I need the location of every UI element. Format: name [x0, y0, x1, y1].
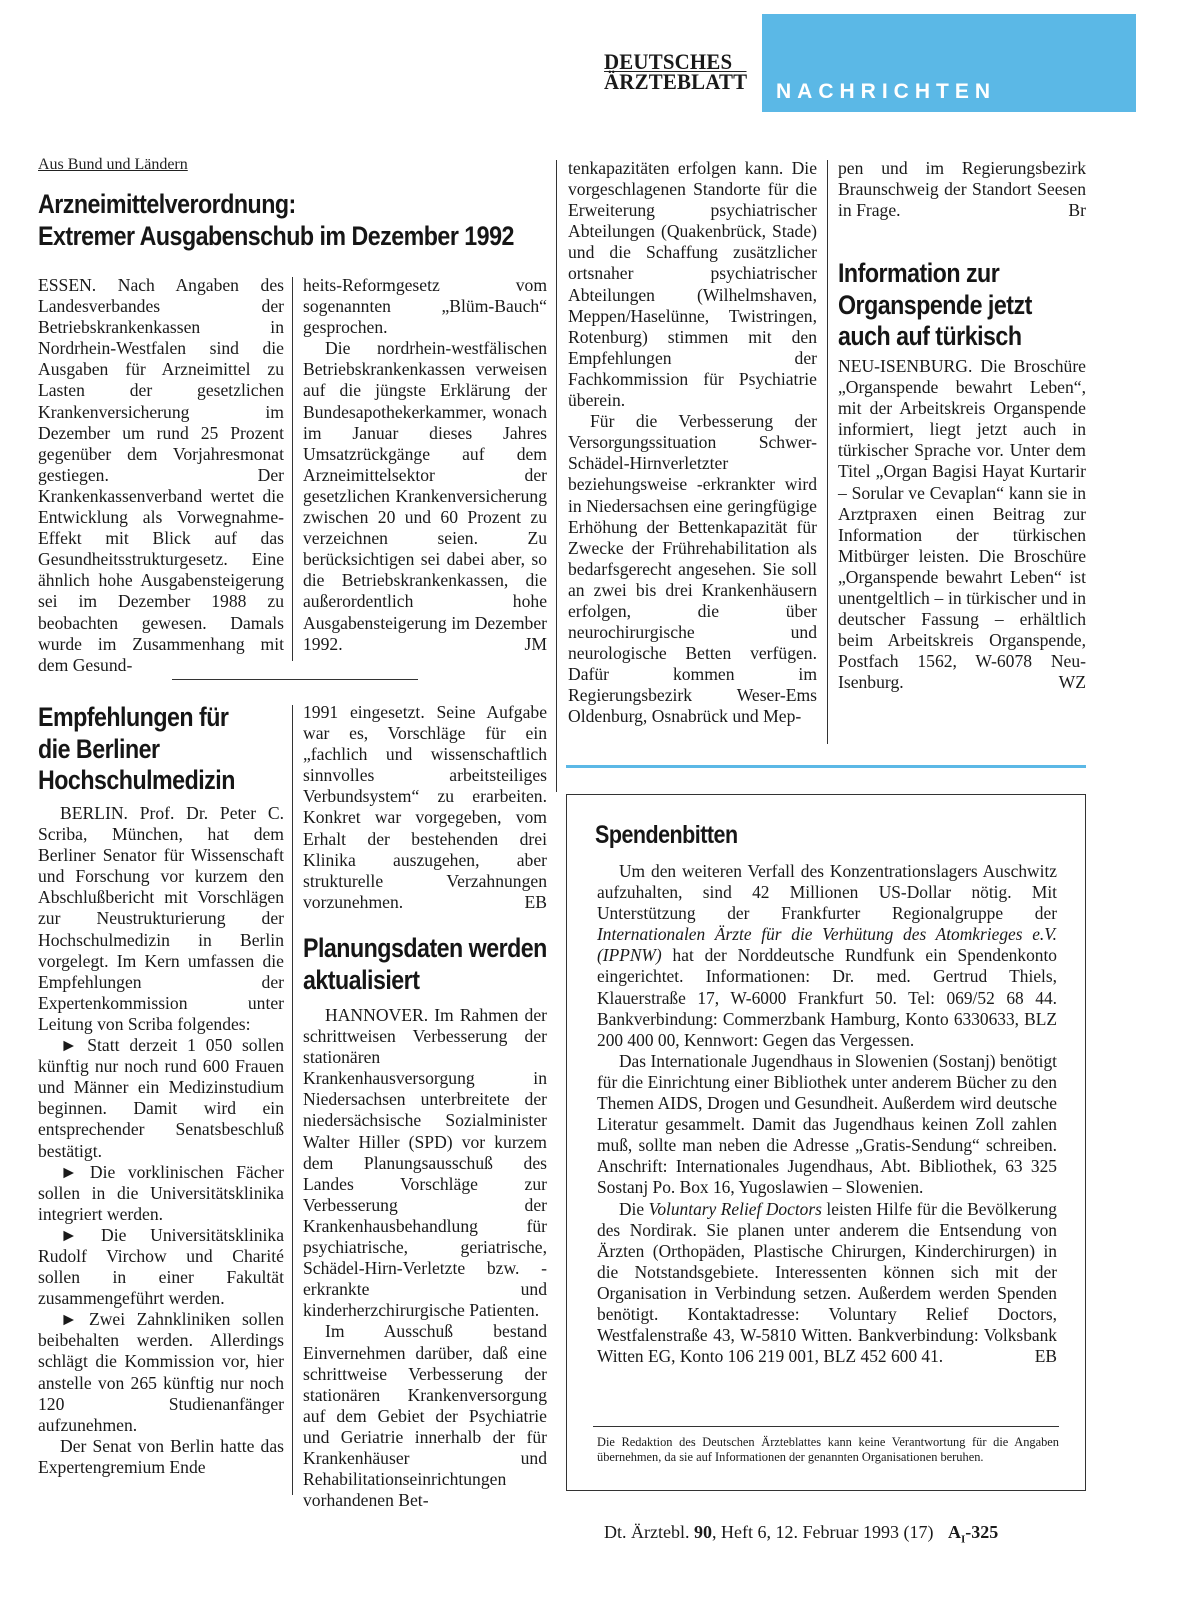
column-divider [292, 705, 293, 1495]
article-3-col2-p2: Im Ausschuß bestand Einvernehmen darüber, daß eine schrittweise Verbesserung der stationären Krankenversorgung auf dem Gebiet der Psychiatrie und Geriatrie innerhalb der für Krankenhäuser und Rehabilitationseinrichtungen vorhandenen Bet- [303, 1321, 547, 1511]
donation-box-p1-b: hat der Norddeutsche Rundfunk ein Spendenkonto eingerichtet. Informationen: Dr. med. Gertrud Thiels, Klauerstraße 17, W-6000 Frankfurt 50. Tel: 069/52 68 44. Bankverbindung: Commerzbank Hamburg, Konto 6330633, BLZ 200 400 00, Kennwort: Gegen das Vergessen. [597, 945, 1057, 1050]
donation-box-disclaimer: Die Redaktion des Deutschen Ärzteblattes kann keine Verantwortung für die Angaben übernehmen, da sie auf Informationen der genannten Organisationen beruhen. [597, 1435, 1059, 1464]
column-divider [827, 160, 828, 744]
article-3-signature: Br [1068, 200, 1086, 221]
article-2-headline: Empfehlungen für die Berliner Hochschulmedizin [38, 702, 235, 796]
donation-box-p1-a: Um den weiteren Verfall des Konzentrationslagers Auschwitz aufzuhalten, sind 42 Millionen US-Dollar nötig. Mit Unterstützung der Frankfurter Regionalgruppe der [597, 861, 1057, 924]
brand-logo [604, 49, 748, 94]
footer-page [947, 1522, 999, 1546]
footer-journal: Dt. Ärztebl. [604, 1522, 690, 1542]
article-2-col1-p6: Der Senat von Berlin hatte das Expertengremium Ende [38, 1435, 284, 1477]
donation-box-p3-italic: Voluntary Relief Doctors [648, 1198, 822, 1219]
article-1-col2-p1: heits-Reformgesetz vom sogenannten „Blüm-Bauch“ gesprochen. [303, 275, 547, 338]
article-3-headline: Planungsdaten werden aktualisiert [303, 933, 547, 995]
article-1-col1-text: ESSEN. Nach Angaben des Landesverbandes der Betriebskrankenkassen in Nordrhein-Westfalen sind die Ausgaben für Arzneimittel zu Lasten der gesetzlichen Krankenversicherung im Dezember um rund 25 Prozent gegenüber dem Vorjahresmonat gestiegen. Der Krankenkassenverband wertet die Entwicklung als Vorwegnahme-Effekt mit Blick auf das Gesundheitsstrukturgesetz. Eine ähnlich hohe Ausgabensteigerung sei im Dezember 1988 zu beobachten gewesen. Damals wurde im Zusammenhang mit dem Gesund- [38, 275, 284, 675]
article-3-column-4 [838, 158, 1086, 221]
donation-box-signature: EB [1034, 1346, 1057, 1367]
article-4-headline: Information zur Organspende jetzt auch auf türkisch [838, 258, 1032, 352]
article-1-column-1 [38, 275, 284, 676]
article-4-column-4 [838, 356, 1086, 694]
article-3-column-2 [303, 1005, 547, 1511]
article-2-signature: EB [524, 891, 547, 912]
article-1-headline: Arzneimittelverordnung: Extremer Ausgabenschub im Dezember 1992 [38, 189, 514, 251]
article-2-col1-p3: ► Die vorklinischen Fächer sollen in die Universitätsklinika integriert werden. [38, 1161, 284, 1224]
donation-box-text [597, 861, 1057, 1367]
column-divider [556, 160, 557, 792]
donation-box-title: Spendenbitten [595, 821, 738, 849]
donation-box-divider [593, 1426, 1059, 1427]
brand-line-2: ÄRZTEBLATT [604, 69, 748, 94]
donation-box-p3-b: leisten Hilfe für die Bevölkerung des Nordirak. Sie planen unter anderem die Entsendung von Ärzten (Orthopäden, Plastische Chirurgen, Kinderchirurgen) in die Notstandsgebiete. Interessenten können sich mit der Organisation in Verbindung setzen. Außerdem werden Spenden benötigt. Kontaktadresse: Voluntary Relief Doctors, Westfalenstraße 43, W-5810 Witten. Bankverbindung: Volksbank Witten EG, Konto 106 219 001, BLZ 452 600 41. [597, 1198, 1057, 1367]
article-2-col1-p2: ► Statt derzeit 1 050 sollen künftig nur noch rund 600 Frauen und Männer ein Medizinstudium beginnen. Damit wird ein entsprechender Senatsbeschluß bestätigt. [38, 1035, 284, 1161]
article-4-col4-text: NEU-ISENBURG. Die Broschüre „Organspende bewahrt Leben“, mit der Arbeitskreis Organspende informiert, liegt jetzt auch in türkischer Sprache vor. Unter dem Titel „Organ Bagisi Hayat Kurtarir – Sorular ve Cevaplan“ kann sie in Arztpraxen einen Beitrag zur Information der türkischen Mitbürger leisten. Die Broschüre „Organspende bewahrt Leben“ ist unentgeltlich – in türkischer und in deutscher Fassung – erhältlich beim Arbeitskreis Organspende, Postfach 1562, W-6078 Neu-Isenburg. [838, 356, 1086, 693]
article-2-col2-p1 [303, 702, 547, 913]
article-4-col4-p1 [838, 356, 1086, 694]
donation-box-p1 [597, 861, 1057, 1051]
article-3-column-3 [568, 158, 817, 728]
masthead [604, 49, 1144, 114]
footer-page-number: -325 [965, 1522, 999, 1542]
article-1-col2-p2-text: Die nordrhein-westfälischen Betriebskrankenkassen verweisen auf die jüngste Erklärung der Bundesapothekerkammer, wonach im Januar dieses Jahres Umsatzrückgänge auf dem Arzneimittelsektor der gesetzlichen Krankenversicherung zwischen 20 und 60 Prozent zu verzeichnen seien. Zu berücksichtigen sei dabei aber, so die Betriebskrankenkassen, die außerordentlich hohe Ausgabensteigerung im Dezember 1992. [303, 338, 547, 654]
article-3-col2-p1: HANNOVER. Im Rahmen der schrittweisen Verbesserung der stationären Krankenhausversorgung in Niedersachsen unterbreitete der niedersächsische Sozialminister Walter Hiller (SPD) vor kurzem dem Planungsausschuß des Landes Vorschläge zur Verbesserung der Krankenhausbehandlung für psychiatrische, geriatrische, Schädel-Hirn-Verletzte bzw. -erkrankte und kinderherzchirurgische Patienten. [303, 1005, 547, 1321]
donation-box-p3 [597, 1199, 1057, 1368]
article-2-col2-p1-text: 1991 eingesetzt. Seine Aufgabe war es, Vorschläge für ein „fachlich und wissenschaftlich sinnvolles arbeitsteiliges Verbundsystem“ zu erarbeiten. Konkret war vorgegeben, vom Erhalt der bestehenden drei Klinika auszugehen, aber strukturelle Verzahnungen vorzunehmen. [303, 702, 547, 912]
brand-line-1: DEUTSCHES [604, 52, 747, 72]
accent-rule [566, 765, 1086, 768]
section-tag: NACHRICHTEN [762, 14, 1136, 112]
section-kicker: Aus Bund und Ländern [38, 156, 188, 173]
donation-box-p1-italic: Internationalen Ärzte für die Verhütung des Atomkrieges e.V. (IPPNW) [597, 924, 1057, 966]
donation-box [566, 794, 1086, 1491]
article-3-col4-p1 [838, 158, 1086, 221]
article-1-signature: JM [524, 633, 547, 654]
article-1-col2-p2 [303, 338, 547, 654]
donation-box-p3-a: Die [619, 1198, 649, 1219]
footer-page-sub: I [960, 1533, 966, 1546]
article-2-column-2 [303, 702, 547, 913]
article-2-col1-p1: BERLIN. Prof. Dr. Peter C. Scriba, München, hat dem Berliner Senator für Wissenschaft und Forschung vor kurzem den Abschlußbericht mit Vorschlägen zur Neustrukturierung der Hochschulmedizin in Berlin vorgelegt. Im Kern umfassen die Empfehlungen der Expertenkommission unter Leitung von Scriba folgendes: [38, 803, 284, 1034]
column-divider [292, 277, 293, 661]
footer-issue: , Heft 6, 12. Februar 1993 (17) [711, 1522, 934, 1542]
article-divider [172, 679, 418, 680]
footer-volume: 90 [693, 1522, 712, 1542]
page-footer [604, 1522, 998, 1546]
article-3-col3-p2: Für die Verbesserung der Versorgungssituation Schwer-Schädel-Hirnverletzter beziehungsweise -erkrankter wird in Niedersachsen eine geringfügige Erhöhung der Bettenkapazität für Zwecke der Frührehabilitation als bedarfsgerecht angesehen. Sie soll an zwei bis drei Krankenhäusern erfolgen, die über neurochirurgische und neurologische Betten verfügen. Dafür kommen im Regierungsbezirk Weser-Ems Oldenburg, Osnabrück und Mep- [568, 411, 817, 727]
article-1-column-2 [303, 275, 547, 655]
article-2-column-1 [38, 803, 284, 1478]
article-3-col3-p1: tenkapazitäten erfolgen kann. Die vorgeschlagenen Standorte für die Erweiterung psychiatrischer Abteilungen (Quakenbrück, Stade) und die Schaffung zusätzlicher ortsnaher psychiatrischer Abteilungen (Wilhelmshaven, Meppen/Haselünne, Twistringen, Rotenburg) stimmen mit den Empfehlungen der Fachkommission für Psychiatrie überein. [568, 158, 817, 411]
article-3-col4-text: pen und im Regierungsbezirk Braunschweig der Standort Seesen in Frage. [838, 158, 1086, 221]
article-4-signature: WZ [1058, 672, 1086, 693]
article-2-col1-p4: ► Die Universitätsklinika Rudolf Virchow und Charité sollen in einer Fakultät zusammengeführt werden. [38, 1224, 284, 1309]
footer-page-prefix: A [947, 1522, 961, 1542]
donation-box-p2: Das Internationale Jugendhaus in Slowenien (Sostanj) benötigt für die Einrichtung einer Bibliothek unter anderem Bücher zu den Themen AIDS, Drogen und Gesundheit. Außerdem wird deutsche Literatur gesammelt. Damit das Jugendhaus keinen Zoll zahlen muß, sollte man neben die Adresse „Gratis-Sendung“ schreiben. Anschrift: Internationales Jugendhaus, Abt. Bibliothek, 63 325 Sostanj Po. Box 16, Yugoslawien – Slowenien. [597, 1050, 1057, 1198]
article-2-col1-p5: ► Zwei Zahnkliniken sollen beibehalten werden. Allerdings schlägt die Kommission vor, hier anstelle von 265 künftig nur noch 120 Studienanfänger aufzunehmen. [38, 1309, 284, 1435]
